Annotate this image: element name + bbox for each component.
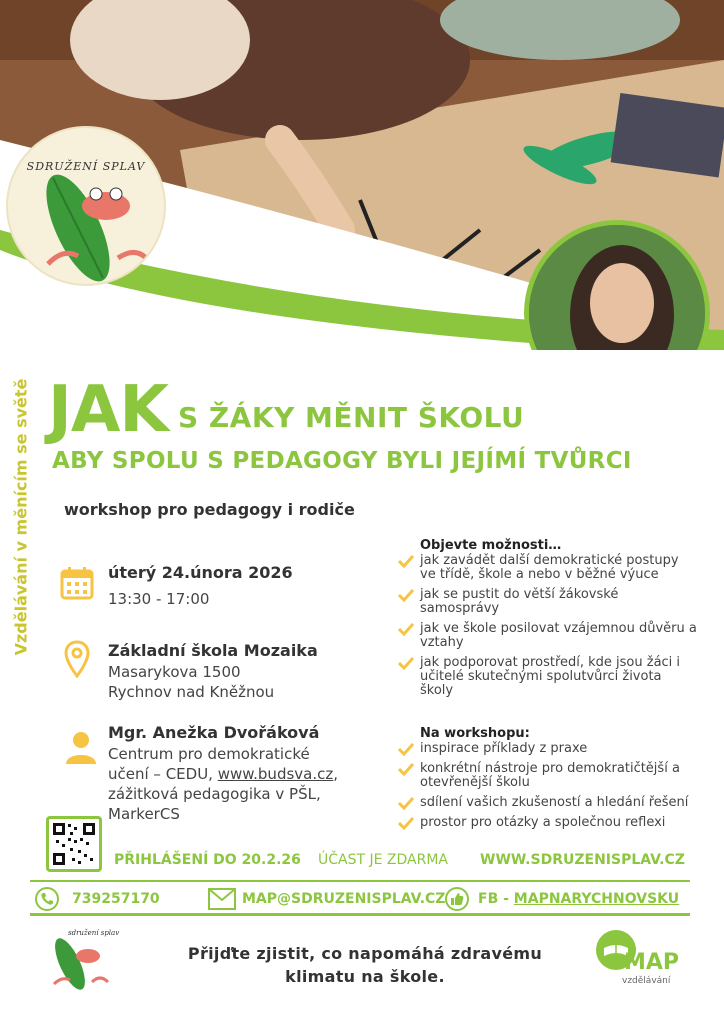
phone-icon <box>34 886 60 912</box>
registration-free: ÚČAST JE ZDARMA <box>318 852 448 868</box>
checklist-item: konkrétní nástroje pro demokratičtější a otevřenější školu <box>398 762 698 790</box>
footer-line2: klimatu na škole. <box>285 967 445 986</box>
frog-leaf-icon <box>8 128 166 286</box>
event-date: úterý 24.února 2026 <box>108 563 293 582</box>
checkmark-icon <box>398 816 414 830</box>
phone-number[interactable]: 739257170 <box>72 891 160 907</box>
venue-city: Rychnov nad Kněžnou <box>108 683 275 701</box>
title-subline: ABY SPOLU S PEDAGOGY BYLI JEJÍMÍ TVŮRCI <box>52 448 632 474</box>
checkmark-icon <box>398 762 414 776</box>
lecturer-name: Mgr. Anežka Dvořáková <box>108 723 320 742</box>
checklist-item: jak se pustit do větší žákovské samosprávy <box>398 588 698 616</box>
budsva-link[interactable]: www.budsva.cz <box>217 765 334 783</box>
splav-footer-logo <box>40 926 120 992</box>
frog-leaf-small-icon <box>40 926 120 992</box>
map-logo-text: MAP <box>624 950 680 975</box>
checklist-item: sdílení vašich zkušeností a hledání řešení <box>398 796 698 810</box>
checklist-item: prostor pro otázky a společnou reflexi <box>398 816 698 830</box>
lecturer-line2: učení – CEDU, www.budsva.cz, <box>108 765 339 783</box>
title-jak: JAK <box>48 373 168 447</box>
workshop-heading: Na workshopu: <box>420 726 530 741</box>
checklist-item: inspirace příklady z praxe <box>398 742 698 756</box>
contact-bar <box>30 880 690 916</box>
facebook-label: FB - MAPNARYCHNOVSKU <box>478 891 680 907</box>
lecturer-line4: MarkerCS <box>108 805 180 823</box>
checkmark-icon <box>398 588 414 602</box>
checkmark-icon <box>398 742 414 756</box>
checkmark-icon <box>398 656 414 670</box>
email-link[interactable]: MAP@SDRUZENISPLAV.CZ <box>242 891 446 907</box>
checklist-item: jak podporovat prostředí, kde jsou žáci i učitelé skutečnými spolutvůrci života školy <box>398 656 698 698</box>
main-title <box>48 366 525 447</box>
qr-code-icon <box>52 822 96 866</box>
side-tagline: Vzdělávání v měnícím se světě <box>11 378 31 656</box>
checklist-item: jak ve škole posilovat vzájemnou důvěru a vztahy <box>398 622 698 650</box>
splav-logo <box>6 126 166 286</box>
checkmark-icon <box>398 796 414 810</box>
mail-icon <box>208 888 236 910</box>
lecturer-line1: Centrum pro demokratické <box>108 745 310 763</box>
checkmark-icon <box>398 622 414 636</box>
facebook-link[interactable]: MAPNARYCHNOVSKU <box>513 891 680 907</box>
discover-list <box>398 554 698 704</box>
svg-text:sdružení splav: sdružení splav <box>68 929 120 937</box>
footer-line1: Přijďte zjistit, co napomáhá zdravému <box>187 944 543 963</box>
logo-text: SDRUŽENÍ SPLAV <box>26 160 146 173</box>
event-time: 13:30 - 17:00 <box>108 590 210 608</box>
venue <box>108 640 318 702</box>
person-icon <box>64 730 98 766</box>
calendar-icon <box>60 566 94 600</box>
venue-name: Základní škola Mozaika <box>108 641 318 660</box>
workshop-subtitle: workshop pro pedagogy i rodiče <box>64 500 355 519</box>
registration-deadline: PŘIHLÁŠENÍ DO 20.2.26 <box>114 852 301 868</box>
location-pin-icon <box>64 640 90 678</box>
thumbs-up-icon <box>444 886 470 912</box>
discover-heading: Objevte možnosti… <box>420 538 562 553</box>
map-logo <box>594 928 684 992</box>
venue-street: Masarykova 1500 <box>108 663 241 681</box>
map-logo-sub: vzdělávání <box>622 976 671 986</box>
hero-photo <box>0 0 724 350</box>
checklist-item: jak zavádět další demokratické postupy ve třídě, škole a nebo v běžné výuce <box>398 554 698 582</box>
workshop-list <box>398 742 698 836</box>
title-rest: S ŽÁKY MĚNIT ŠKOLU <box>177 401 525 434</box>
footer-message <box>150 942 580 988</box>
website-link[interactable]: WWW.SDRUZENISPLAV.CZ <box>480 852 685 868</box>
qr-code[interactable] <box>46 816 102 872</box>
lecturer-info <box>108 722 338 824</box>
lecturer-line3: zážitková pedagogika v PŠL, <box>108 785 321 803</box>
checkmark-icon <box>398 554 414 568</box>
event-datetime <box>108 562 293 609</box>
